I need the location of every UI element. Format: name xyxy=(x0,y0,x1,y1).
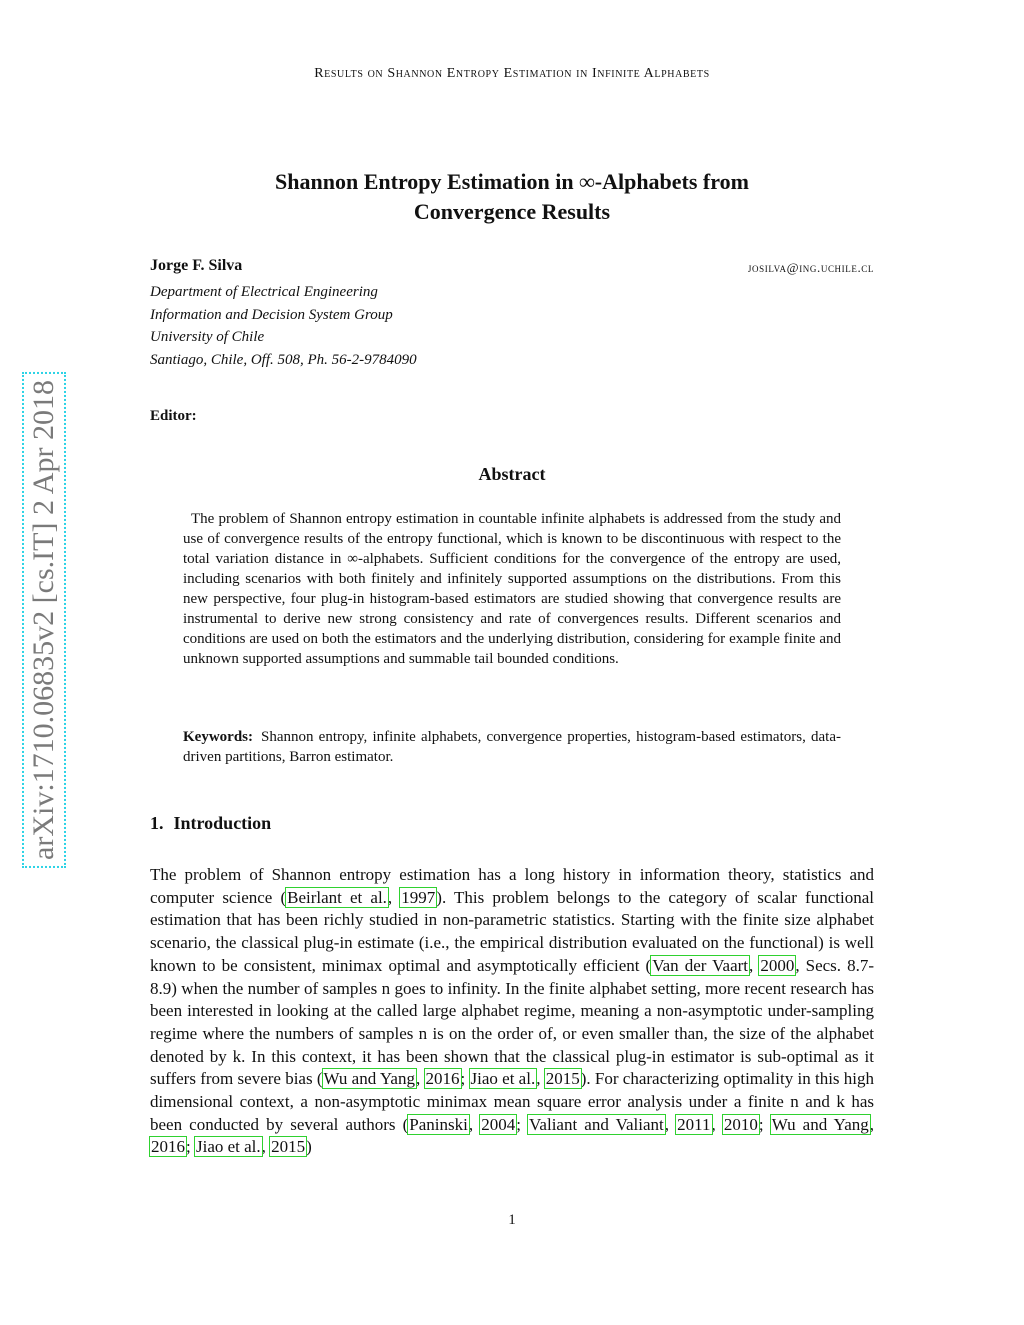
page-number: 1 xyxy=(508,1212,516,1228)
intro-sep: ; xyxy=(758,1114,771,1134)
citation-link[interactable]: 2000 xyxy=(760,955,795,975)
citation-link[interactable]: Valiant and Valiant xyxy=(529,1114,664,1134)
section-heading xyxy=(150,813,271,834)
abstract-heading: Abstract xyxy=(478,464,546,484)
citation-link[interactable]: 2015 xyxy=(271,1137,306,1157)
intro-sep: ; xyxy=(460,1069,470,1089)
intro-sep: , xyxy=(749,955,760,975)
intro-sep: , xyxy=(261,1137,271,1157)
intro-text: ). For characterizing optimality in this high dimensional context, a non-asymptotic minimax mean square error analysis under a finite n and k has been conducted by several authors ( xyxy=(150,1069,875,1134)
intro-paragraph xyxy=(150,864,874,1159)
intro-sep: ; xyxy=(516,1114,529,1134)
section-number: 1. xyxy=(150,813,164,833)
intro-text: ) xyxy=(306,1137,312,1157)
section-title: Introduction xyxy=(173,813,272,833)
editor-label: Editor: xyxy=(150,408,197,424)
citation-link[interactable]: 2004 xyxy=(481,1114,516,1134)
citation-link[interactable]: 1997 xyxy=(401,887,436,907)
intro-sep: , xyxy=(664,1114,677,1134)
intro-text: The problem of Shannon entropy estimation has a long history in information theory, statistics and computer science ( xyxy=(150,865,874,907)
intro-sep: , xyxy=(536,1069,545,1089)
citation-link[interactable]: 2011 xyxy=(677,1114,711,1134)
intro-sep: , xyxy=(468,1114,481,1134)
author-affiliation xyxy=(150,281,417,371)
keywords-label: Keywords: xyxy=(183,729,253,745)
intro-text: , Secs. 8.7-8.9) when the number of samples n goes to infinity. In the finite alphabet setting, more recent research has been interested in looking at the called large alphabet regime, meaning a non-asymptotic under-sampling regime where the numbers of samples n is on the order of, or even smaller than, the size of the alphabet denoted by k. In this context, it has been shown that the classical plug-in estimator is sub-optimal as it suffers from severe bias ( xyxy=(150,955,875,1089)
author-name: Jorge F. Silva xyxy=(150,257,243,274)
keywords-text: Shannon entropy, infinite alphabets, convergence properties, histogram-based estimators, data-driven partitions, Barron estimator. xyxy=(183,729,841,765)
citation-link[interactable]: Van der Vaart xyxy=(652,955,749,975)
citation-link[interactable]: Jiao et al. xyxy=(195,1137,261,1157)
intro-sep: , xyxy=(415,1069,425,1089)
affiliation-line: Santiago, Chile, Off. 508, Ph. 56-2-9784090 xyxy=(150,351,417,368)
citation-link[interactable]: 2016 xyxy=(151,1137,185,1157)
title-line-1: Shannon Entropy Estimation in ∞-Alphabets from xyxy=(275,169,749,194)
abstract-text: The problem of Shannon entropy estimation in countable infinite alphabets is addressed from the study and use of convergence results of the entropy functional, which is known to be discontinuous with respect to the total variation distance in ∞-alphabets. Sufficient conditions for the convergence of the entropy are used, including scenarios with both finitely and infinitely supported assumptions on the distributions. From this new perspective, four plug-in histogram-based estimators are studied showing that convergence results are instrumental to derive new strong consistency and rate of convergences results. Different scenarios and conditions are used on both the estimators and the underlying distribution, considering for example finite and unknown supported assumptions and summable tail bounded conditions. xyxy=(183,511,841,667)
arxiv-stamp[interactable] xyxy=(24,340,64,900)
intro-sep: ; xyxy=(186,1137,195,1157)
keywords xyxy=(183,727,841,767)
running-head: Results on Shannon Entropy Estimation in Infinite Alphabets xyxy=(314,66,710,81)
paper-title xyxy=(150,167,874,227)
citation-link[interactable]: 2015 xyxy=(545,1069,580,1089)
citation-link[interactable]: 2016 xyxy=(425,1069,460,1089)
citation-link[interactable]: Paninski xyxy=(409,1114,468,1134)
citation-link[interactable]: 2010 xyxy=(723,1114,758,1134)
intro-sep: , xyxy=(869,1114,875,1134)
citation-link[interactable]: Wu and Yang xyxy=(771,1114,869,1134)
citation-link[interactable]: Wu and Yang xyxy=(323,1069,415,1089)
affiliation-line: University of Chile xyxy=(150,329,265,345)
author-email[interactable]: josilva@ing.uchile.cl xyxy=(747,260,874,275)
intro-sep: , xyxy=(387,887,401,907)
affiliation-line: Department of Electrical Engineering xyxy=(150,284,378,300)
affiliation-line: Information and Decision System Group xyxy=(150,306,393,323)
citation-link[interactable]: Jiao et al. xyxy=(470,1069,536,1089)
title-line-2: Convergence Results xyxy=(413,199,611,224)
arxiv-stamp-text[interactable]: arXiv:1710.06835v2 [cs.IT] 2 Apr 2018 xyxy=(22,372,66,868)
intro-text: ). This problem belongs to the category of scalar functional estimation that has been richly studied in non-parametric statistics. Starting with the finite size alphabet scenario, the classical plug-in estimate (i.e., the empirical distribution evaluated on the functional) is well known to be consistent, minimax optimal and asymptotically efficient ( xyxy=(150,887,874,975)
citation-link[interactable]: Beirlant et al. xyxy=(287,887,387,907)
intro-sep: , xyxy=(711,1114,723,1134)
